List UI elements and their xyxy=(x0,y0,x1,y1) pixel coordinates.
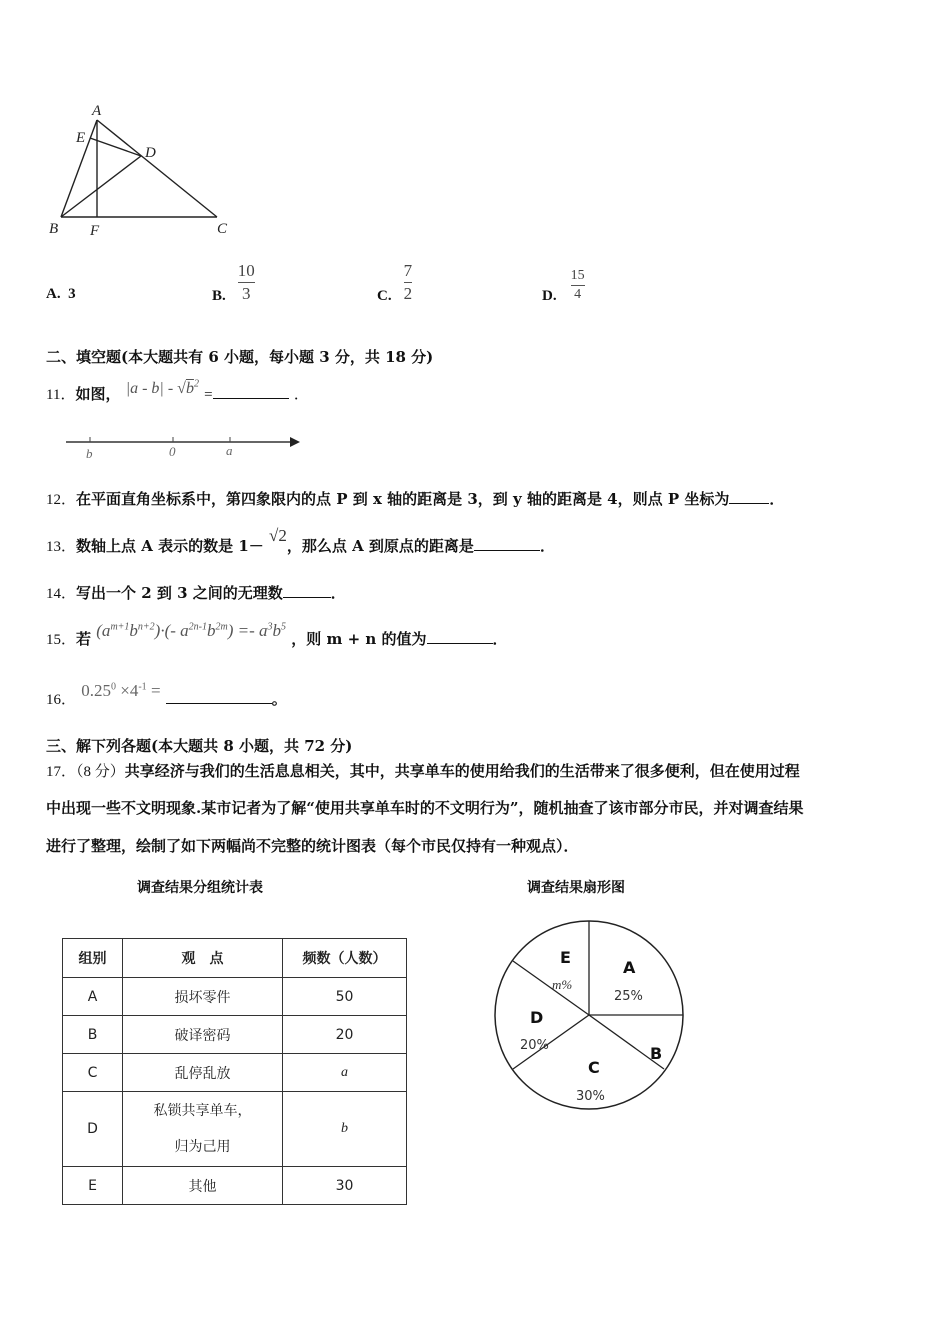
period: ． xyxy=(769,490,785,508)
answer-blank[interactable] xyxy=(729,489,769,504)
cell-view-line: 归为己用 xyxy=(174,1139,231,1155)
table-row xyxy=(63,1092,407,1167)
question-16 xyxy=(46,681,287,709)
option-letter: D. xyxy=(542,288,557,304)
triangle-figure xyxy=(40,95,250,245)
slice-pct-d: 20% xyxy=(520,1038,549,1053)
question-text: 在平面直角坐标系中，第四象限内的点 P 到 x 轴的距离是 3，到 y 轴的距离是 4，则点 P 坐标为 xyxy=(76,490,730,508)
fraction xyxy=(404,261,413,304)
numerator: 15 xyxy=(570,268,585,283)
cell-view: 其他 xyxy=(123,1167,283,1205)
table-row xyxy=(63,1016,407,1054)
slice-pct-c: 30% xyxy=(576,1089,605,1104)
cell-view: 损坏零件 xyxy=(123,978,283,1016)
slice-label-b: B xyxy=(650,1044,663,1063)
option-b xyxy=(212,260,255,305)
label-A: A xyxy=(92,103,102,119)
pie-chart xyxy=(490,915,690,1115)
question-text: 数轴上点 A 表示的数是 1－ xyxy=(76,537,264,555)
question-text: 若 xyxy=(76,630,92,648)
question-number: 12． xyxy=(46,492,77,508)
question-text: 如图， xyxy=(75,385,121,403)
points: （8 分） xyxy=(76,764,125,780)
slice-label-c: C xyxy=(588,1058,600,1077)
fraction xyxy=(238,261,255,304)
header-freq: 频数（人数） xyxy=(283,939,407,978)
question-17-line3: 进行了整理，绘制了如下两幅尚不完整的统计图表（每个市民仅持有一种观点）． xyxy=(46,837,579,855)
tick-label-0: 0 xyxy=(169,444,176,459)
tick-label-b: b xyxy=(86,446,93,461)
answer-blank[interactable] xyxy=(283,583,331,598)
slice-pct-a: 25% xyxy=(614,989,643,1004)
number-line xyxy=(60,428,310,464)
fraction xyxy=(571,268,585,303)
pie-chart-title: 调查结果扇形图 xyxy=(527,880,625,896)
cell-view: 乱停乱放 xyxy=(123,1054,283,1092)
period: ． xyxy=(539,537,555,555)
denominator: 3 xyxy=(242,284,251,303)
cell-view: 破译密码 xyxy=(123,1016,283,1054)
denominator: 4 xyxy=(574,287,582,302)
option-letter: B. xyxy=(212,288,226,304)
header-group: 组别 xyxy=(63,939,123,978)
label-E: E xyxy=(76,130,86,146)
cell-group: C xyxy=(63,1054,123,1092)
label-F: F xyxy=(90,223,100,239)
cell-freq: 30 xyxy=(283,1167,407,1205)
period: ． xyxy=(492,630,508,648)
table-row xyxy=(63,1054,407,1092)
label-C: C xyxy=(217,221,228,237)
cell-view-line: 私锁共享单车， xyxy=(153,1103,252,1119)
header-view: 观 点 xyxy=(123,939,283,978)
arrow-icon xyxy=(290,437,300,447)
section3-title: 三、解下列各题(本大题共 8 小题，共 72 分) xyxy=(46,737,353,755)
table-row xyxy=(63,1167,407,1205)
answer-blank[interactable] xyxy=(166,689,272,704)
expression: $|a - b| - √b^2$ xyxy=(125,378,199,397)
question-13 xyxy=(46,526,555,556)
question-text: ，那么点 A 到原点的距离是 xyxy=(286,537,474,555)
label-D: D xyxy=(145,145,156,161)
label-B: B xyxy=(49,221,59,237)
slice-label-a: A xyxy=(623,958,636,977)
option-c xyxy=(377,260,412,305)
question-17-line2: 中出现一些不文明现象.某市记者为了解“使用共享单车时的不文明行为”，随机抽查了该市部分市民，并对调查结果 xyxy=(46,799,804,817)
statistics-table xyxy=(62,938,407,1205)
option-d xyxy=(542,266,585,305)
option-letter: A. xyxy=(46,286,61,302)
expression: $(a^{m+1}b^{n+2})\cdot(-$ $a^{2n-1}b^{2m}) =- a^3b^5$ xyxy=(96,621,287,640)
cell-group: B xyxy=(63,1016,123,1054)
table-row xyxy=(63,978,407,1016)
period: 。 xyxy=(271,690,287,708)
question-number: 16． xyxy=(46,692,77,708)
question-14 xyxy=(46,582,346,603)
section2-title: 二、填空题(本大题共有 6 小题，每小题 3 分，共 18 分) xyxy=(46,348,434,366)
sqrt-expression: √2 xyxy=(269,526,287,545)
period: ． xyxy=(330,584,346,602)
slice-pct-e: m% xyxy=(552,977,573,992)
option-a xyxy=(46,286,76,303)
denominator: 2 xyxy=(403,284,413,303)
question-11 xyxy=(46,378,309,404)
question-text: ，则 m + n 的值为 xyxy=(291,630,427,648)
table-caption: 调查结果分组统计表 xyxy=(137,880,263,896)
cell-freq: 50 xyxy=(283,978,407,1016)
question-text: 写出一个 2 到 3 之间的无理数 xyxy=(76,584,283,602)
cell-freq: 20 xyxy=(283,1016,407,1054)
cell-group: A xyxy=(63,978,123,1016)
question-number: 13． xyxy=(46,539,77,555)
question-text: 共享经济与我们的生活息息相关，其中，共享单车的使用给我们的生活带来了很多便利，但在使用过程 xyxy=(124,762,800,780)
equals-sign: = xyxy=(204,387,213,403)
cell-view xyxy=(123,1092,283,1167)
table-header-row xyxy=(63,939,407,978)
cell-freq: b xyxy=(283,1092,407,1167)
question-number: 14． xyxy=(46,586,77,602)
cell-group: D xyxy=(63,1092,123,1167)
cell-freq: a xyxy=(283,1054,407,1092)
option-letter: C. xyxy=(377,288,392,304)
answer-blank[interactable] xyxy=(427,629,493,644)
period: ． xyxy=(293,387,309,403)
cell-group: E xyxy=(63,1167,123,1205)
expression: $0.25^0 \times 4^{-1}$ = xyxy=(81,681,161,700)
question-number: 15． xyxy=(46,632,77,648)
tick-label-a: a xyxy=(226,443,233,458)
question-17-line1 xyxy=(46,760,800,781)
answer-blank[interactable] xyxy=(213,384,289,399)
slice-label-e: E xyxy=(560,948,571,967)
question-12 xyxy=(46,488,784,509)
option-value: 3 xyxy=(68,286,76,302)
numerator: 7 xyxy=(403,261,413,280)
question-number: 11． xyxy=(46,387,76,403)
question-15 xyxy=(46,621,508,649)
answer-blank[interactable] xyxy=(474,536,540,551)
numerator: 10 xyxy=(237,261,255,280)
question-number: 17． xyxy=(46,764,77,780)
slice-label-d: D xyxy=(530,1008,544,1027)
